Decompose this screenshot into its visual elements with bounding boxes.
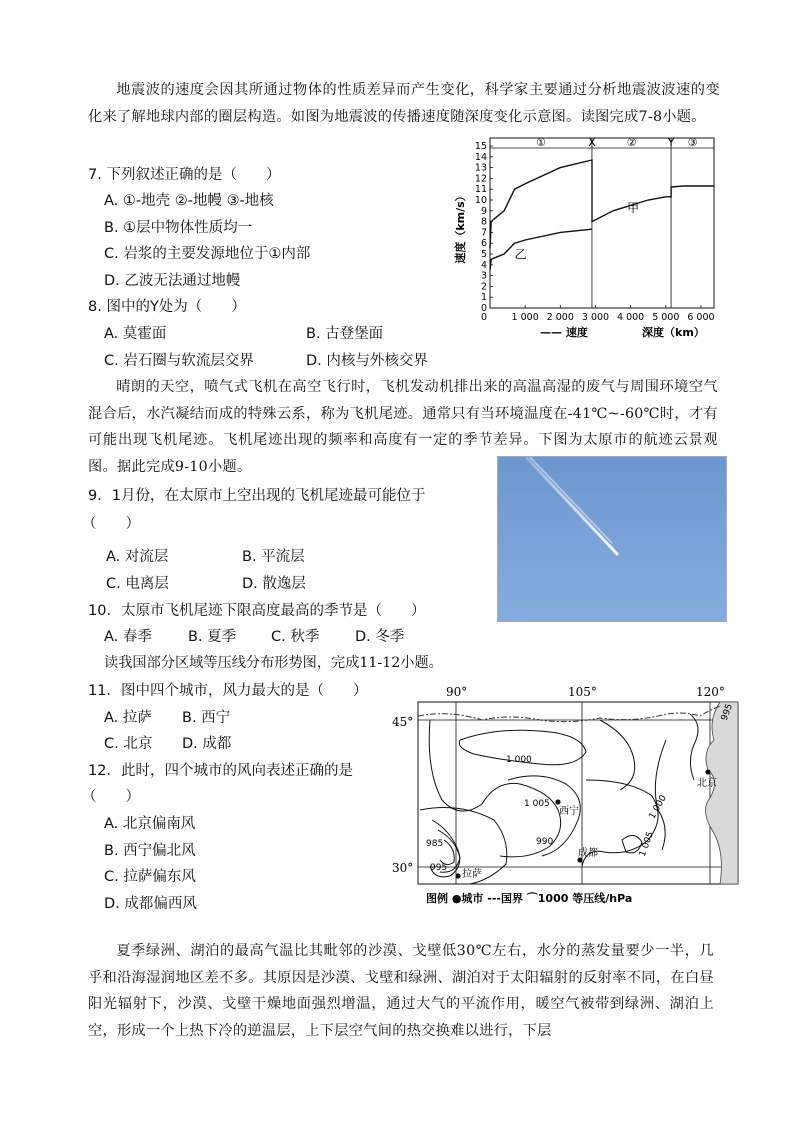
- x-tick-label-4: 5 000: [652, 312, 680, 323]
- q10-stem: 10．太原市飞机尾迹下限高度最高的季节是（ ）: [88, 603, 426, 619]
- zone-label-3: Y: [667, 136, 675, 149]
- x-tick-label-3: 4 000: [617, 312, 645, 323]
- y-tick-label-13: 13: [474, 162, 487, 174]
- zone-label-4: ③: [687, 136, 698, 149]
- seismic-plot-frame: [490, 138, 714, 308]
- q9-option-a[interactable]: A. 对流层: [106, 549, 169, 565]
- q8-stem: 8. 图中的Y处为（ ）: [88, 299, 246, 315]
- passage-1: 地震波的速度会因其所通过物体的性质差异而产生变化，科学家主要通过分析地震波波速的变化来了解地球内部的圈层构造。如图为地震波的传播速度随深度变化示意图。读图完成7-8小题。: [88, 82, 720, 125]
- isobar-map: [390, 680, 740, 910]
- series-line-yi: [490, 229, 592, 270]
- city-dot-xining: [555, 799, 560, 804]
- isobar-label-995a: 995: [719, 702, 736, 723]
- isobar-label-995b: 995: [430, 863, 448, 873]
- lon-label-105: 105°: [568, 685, 597, 699]
- q7-option-d[interactable]: D. 乙波无法通过地幔: [104, 273, 241, 289]
- x-tick-label-1: 2 000: [546, 312, 574, 323]
- q7-option-c[interactable]: C. 岩浆的主要发源地位于①内部: [104, 246, 311, 262]
- isobar-label-1000a: 1 000: [506, 755, 532, 765]
- seismic-chart-frame: [490, 138, 714, 308]
- q12-option-d[interactable]: D. 成都偏西风: [104, 896, 197, 912]
- x-tick-label-2: 3 000: [581, 312, 610, 323]
- lon-label-90: 90°: [446, 685, 468, 699]
- series-label-yi: 乙: [514, 247, 527, 262]
- y-tick-label-2: 2: [480, 281, 487, 293]
- city-dot-lhasa: [455, 873, 460, 878]
- q8-option-c[interactable]: C. 岩石圈与软流层交界: [104, 353, 254, 369]
- q10-option-c[interactable]: C. 秋季: [271, 629, 320, 645]
- isobar-label-985: 985: [426, 839, 444, 849]
- zone-label-1: X: [588, 136, 596, 149]
- q10-option-d[interactable]: D. 冬季: [355, 629, 405, 645]
- q12-stem-bracket: （ ）: [82, 789, 140, 805]
- q9-option-d[interactable]: D. 散逸层: [242, 576, 306, 592]
- q10-option-a[interactable]: A. 春季: [104, 629, 152, 645]
- series-label-jia: 甲: [627, 200, 640, 215]
- series-line-jia: [490, 160, 714, 249]
- isobar-label-1005b: 1 005: [637, 830, 657, 859]
- y-tick-label-14: 14: [474, 151, 487, 163]
- q9-stem: 9．1月份，在太原市上空出现的飞机尾迹最可能位于: [88, 488, 426, 504]
- passage-3: 夏季绿洲、湖泊的最高气温比其毗邻的沙漠、戈壁低30℃左右，水分的蒸发量要少一半，几乎和沿海湿润地区差不多。其原因是沙漠、戈壁和绿洲、湖泊对于太阳辐射的反射率不同，在白昼阳光辐射下，沙漠、戈壁干燥地面强烈增温，通过大气的平流作用，暖空气被带到绿洲、湖泊上空，形成一个上热下冷的逆温层，上下层空气间的热交换难以进行，下层: [88, 943, 714, 1039]
- q8-option-d[interactable]: D. 内核与外核交界: [306, 353, 428, 369]
- y-tick-label-9: 9: [480, 205, 487, 217]
- intro-11-12: 读我国部分区域等压线分布形势图，完成11-12小题。: [104, 655, 443, 671]
- isobar-label-990: 990: [536, 837, 554, 847]
- q8-option-a[interactable]: A. 莫霍面: [104, 326, 167, 342]
- x-tick-label-5: 6 000: [687, 312, 715, 323]
- q11-option-a[interactable]: A. 拉萨: [104, 710, 152, 726]
- q11-option-b[interactable]: B. 西宁: [182, 710, 231, 726]
- y-tick-label-15: 15: [474, 141, 487, 152]
- seismic-chart-labels: [453, 136, 715, 339]
- q8-option-b[interactable]: B. 古登堡面: [306, 326, 384, 342]
- contrail-photo: [497, 456, 727, 622]
- x-axis-label: 深度（km）: [642, 326, 705, 339]
- legend-label: —— 速度: [540, 326, 588, 339]
- x-tick-label-zero: 0: [480, 312, 487, 323]
- zone-label-0: ①: [536, 136, 546, 149]
- seismic-wave-chart: [452, 128, 722, 340]
- lat-label-30: 30°: [392, 861, 414, 875]
- y-tick-label-1: 1: [480, 292, 487, 304]
- q11-stem: 11．图中四个城市，风力最大的是（ ）: [88, 683, 368, 699]
- y-tick-label-6: 6: [480, 238, 487, 250]
- q9-option-c[interactable]: C. 电离层: [106, 576, 169, 592]
- q7-option-a[interactable]: A. ①-地壳 ②-地幔 ③-地核: [104, 193, 274, 209]
- y-tick-label-4: 4: [480, 259, 487, 271]
- lon-label-120: 120°: [696, 685, 725, 699]
- isobar-label-1000b: 1 000: [647, 793, 669, 821]
- city-label-beijing: 北京: [697, 778, 717, 789]
- y-tick-label-5: 5: [480, 249, 487, 260]
- y-tick-label-3: 3: [480, 270, 487, 282]
- y-axis-label: 速度（km/s）: [454, 190, 467, 264]
- city-label-chengdu: 成都: [578, 848, 598, 859]
- q9-stem-bracket: （ ）: [82, 516, 140, 532]
- y-tick-label-12: 12: [474, 173, 487, 185]
- q10-option-b[interactable]: B. 夏季: [188, 629, 237, 645]
- lat-label-45: 45°: [392, 715, 414, 729]
- q9-option-b[interactable]: B. 平流层: [242, 549, 305, 565]
- isobar-label-1005a: 1 005: [524, 799, 550, 809]
- q11-option-d[interactable]: D. 成都: [182, 736, 232, 752]
- y-tick-label-7: 7: [480, 227, 487, 239]
- q11-option-c[interactable]: C. 北京: [104, 736, 153, 752]
- contrail-icon: [498, 457, 726, 621]
- y-tick-label-11: 11: [474, 184, 487, 196]
- map-legend: 图例 ●城市 ---国界 ⌒1000 等压线/hPa: [426, 892, 633, 905]
- zone-label-2: ②: [626, 136, 637, 149]
- city-label-lhasa: 拉萨: [462, 869, 482, 880]
- q12-stem: 12．此时，四个城市的风向表述正确的是: [88, 763, 353, 779]
- y-tick-label-10: 10: [474, 195, 487, 206]
- passage-2: 晴朗的天空，喷气式飞机在高空飞行时，飞机发动机排出来的高温高湿的废气与周围环境空气混合后，水汽凝结而成的特殊云系，称为飞机尾迹。通常只有当环境温度在-41℃~-60℃时，才有可能出现飞机尾迹。飞机尾迹出现的频率和高度有一定的季节差异。下图为太原市的航迹云景观图。据此完成9-10小题。: [88, 379, 718, 475]
- q12-option-b[interactable]: B. 西宁偏北风: [104, 843, 196, 859]
- q7-option-b[interactable]: B. ①层中物体性质均一: [104, 220, 253, 236]
- y-tick-label-0: 0: [480, 303, 487, 314]
- q12-option-c[interactable]: C. 拉萨偏东风: [104, 869, 196, 885]
- city-label-xining: 西宁: [559, 806, 579, 817]
- q12-option-a[interactable]: A. 北京偏南风: [104, 816, 196, 832]
- city-dot-beijing: [705, 769, 710, 774]
- y-tick-label-8: 8: [480, 216, 487, 228]
- q7-stem: 7. 下列叙述正确的是（ ）: [88, 167, 281, 183]
- x-tick-label-0: 1 000: [511, 312, 539, 323]
